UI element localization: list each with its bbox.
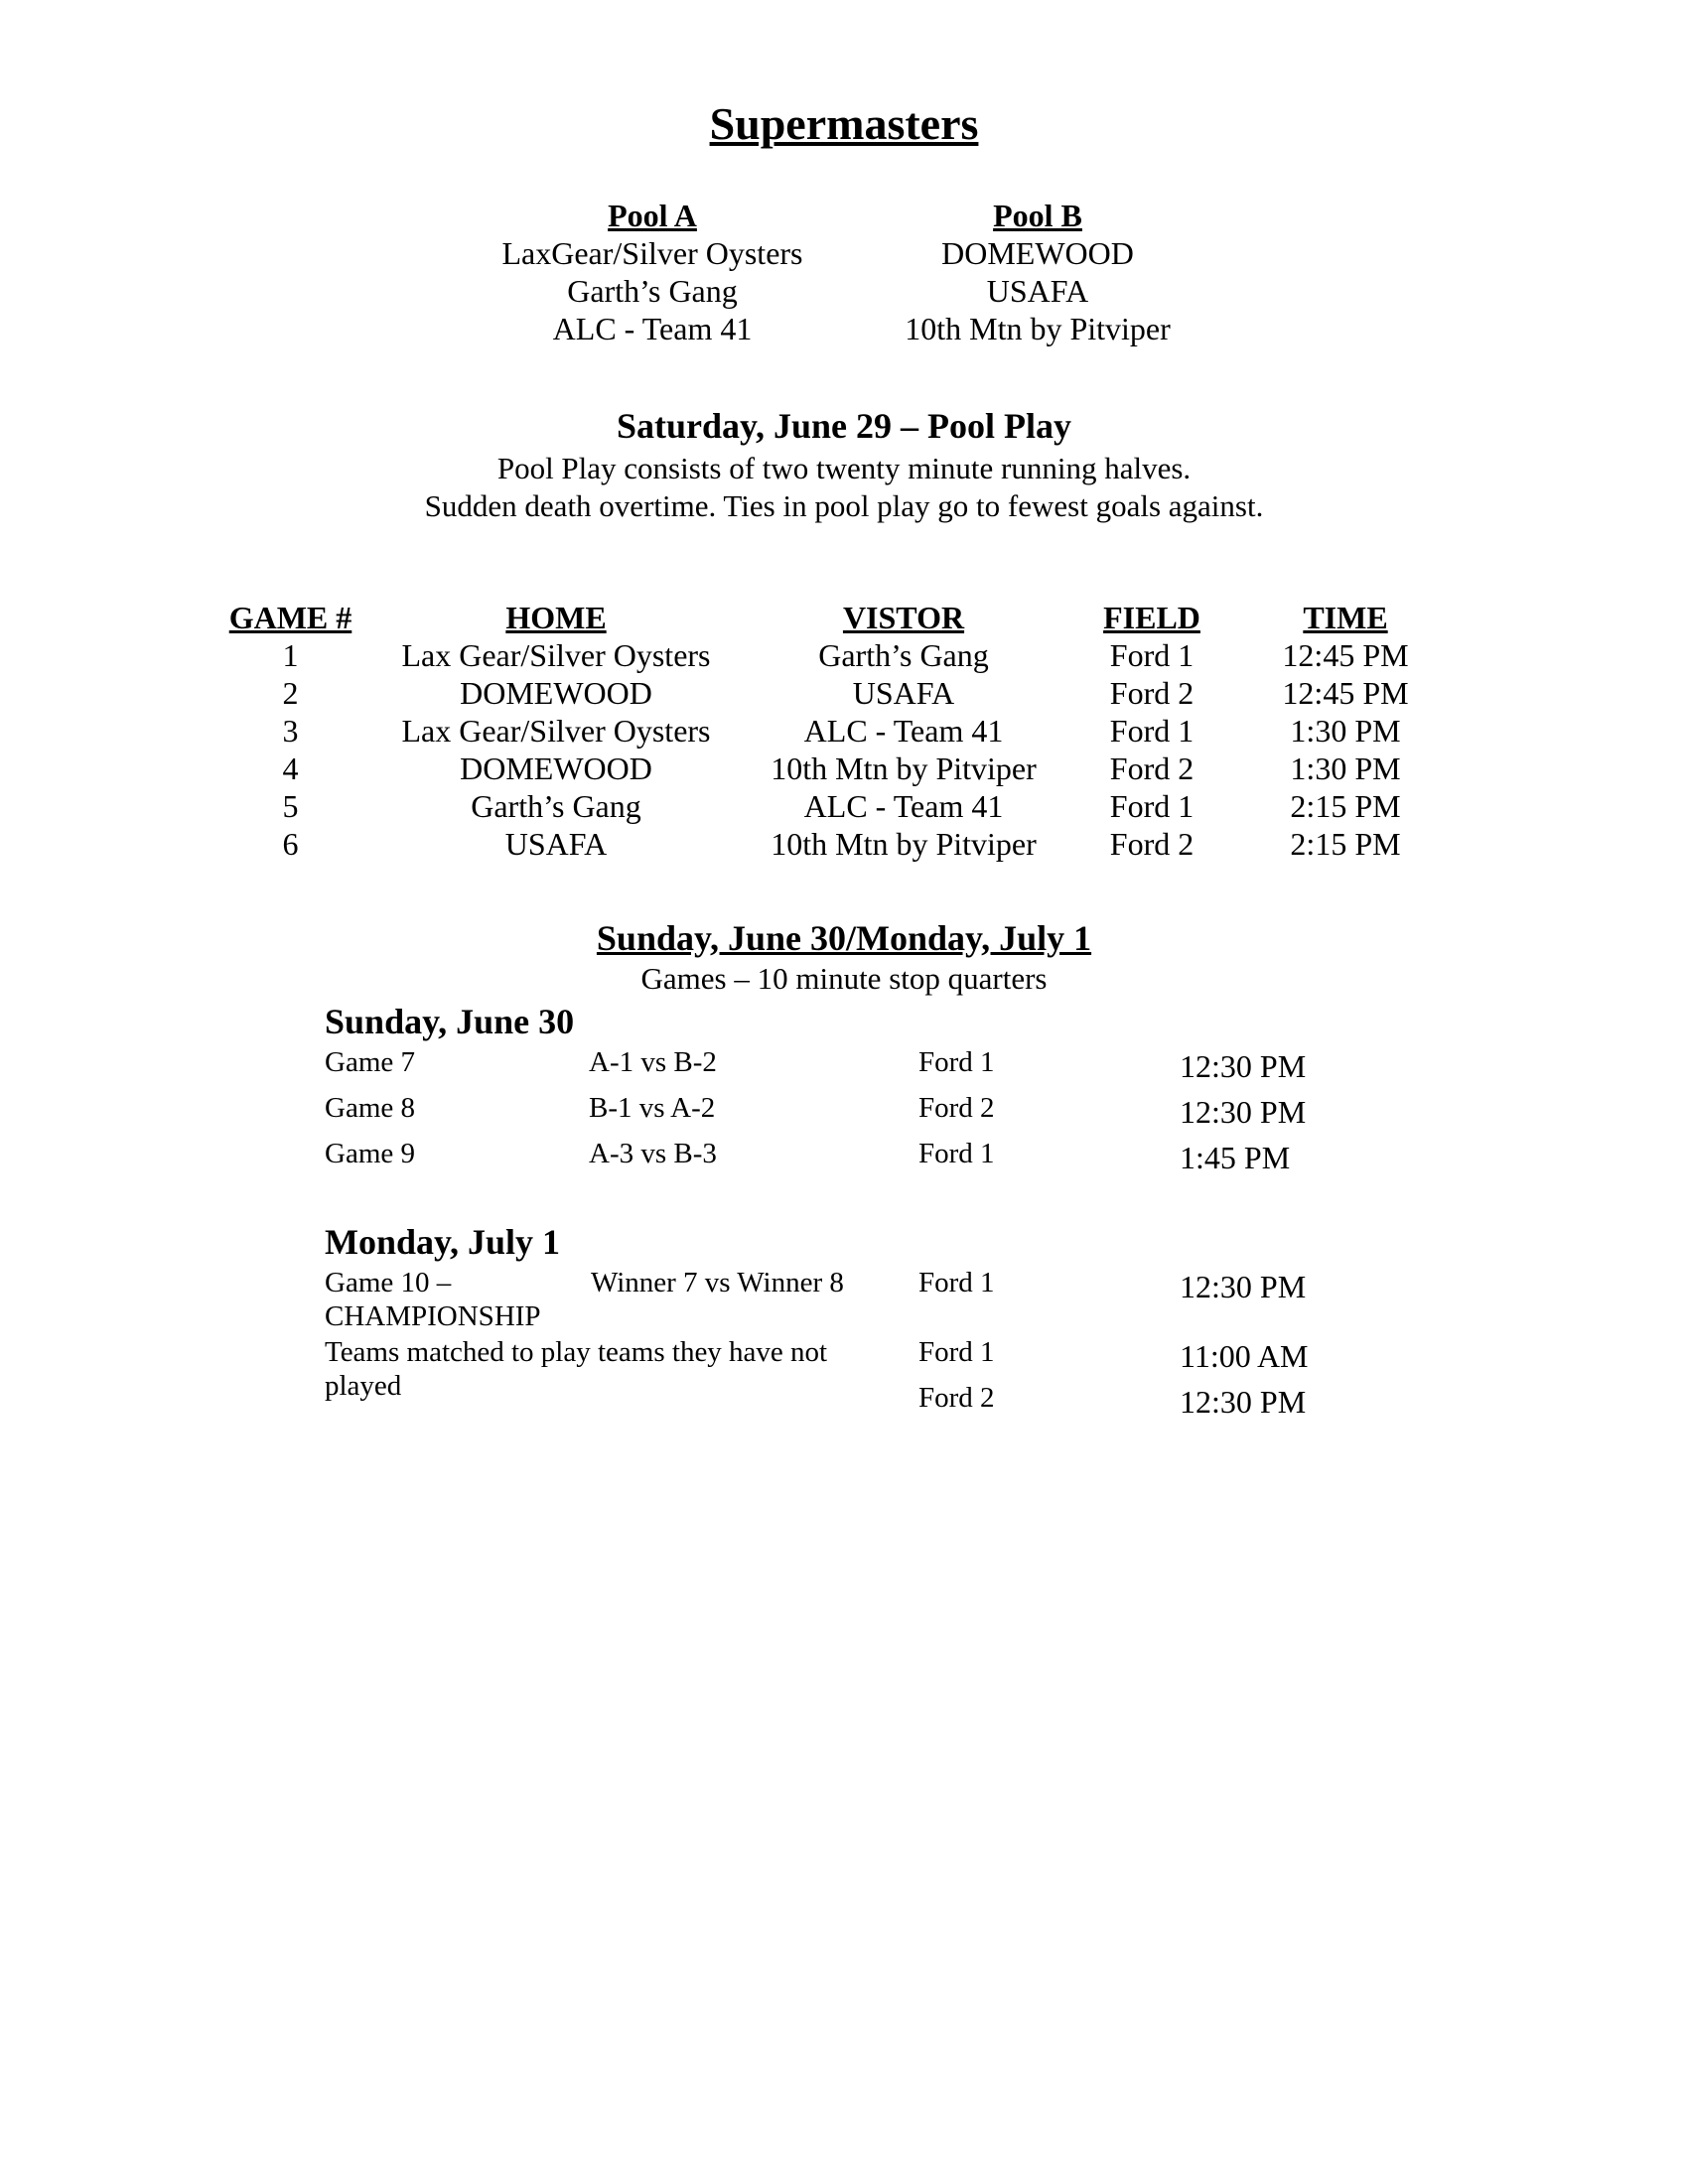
pool-b-heading: Pool B [993, 198, 1082, 233]
home-team: Lax Gear/Silver Oysters [401, 637, 711, 673]
field: Ford 2 [1109, 826, 1195, 862]
pool-b-team: USAFA [986, 273, 1089, 309]
time: 12:45 PM [1282, 675, 1409, 711]
other-games-description: Teams matched to play teams they have not [325, 1336, 828, 1368]
time: 12:30 PM [1180, 1094, 1307, 1130]
field: Ford 1 [918, 1336, 995, 1368]
pool-a-team: Garth’s Gang [567, 273, 738, 309]
sunday-monday-heading: Sunday, June 30/Monday, July 1 [596, 918, 1092, 958]
sunday-monday-note: Games – 10 minute stop quarters [640, 961, 1048, 996]
game-number: 2 [282, 675, 299, 711]
game-number: 5 [282, 788, 299, 824]
pool-a-team: ALC - Team 41 [552, 311, 753, 346]
game-number: 6 [282, 826, 299, 862]
time: 12:45 PM [1282, 637, 1409, 673]
matchup: A-1 vs B-2 [589, 1046, 717, 1078]
time: 1:30 PM [1290, 751, 1401, 786]
game-label: Game 9 [325, 1138, 415, 1169]
visitor-team: 10th Mtn by Pitviper [771, 826, 1037, 862]
pool-a-heading: Pool A [608, 198, 697, 233]
game-label: Game 10 – [325, 1267, 452, 1298]
time: 12:30 PM [1180, 1048, 1307, 1084]
table-header-row [0, 600, 1688, 637]
header-home: HOME [505, 600, 607, 635]
time: 11:00 AM [1180, 1338, 1309, 1374]
home-team: Lax Gear/Silver Oysters [401, 713, 711, 749]
visitor-team: 10th Mtn by Pitviper [771, 751, 1037, 786]
championship-label: CHAMPIONSHIP [325, 1300, 541, 1332]
header-visitor: VISTOR [842, 600, 965, 635]
sunday-heading: Sunday, June 30 [325, 1002, 575, 1041]
time: 12:30 PM [1180, 1269, 1307, 1304]
pool-a [444, 197, 861, 347]
field: Ford 1 [1109, 713, 1195, 749]
other-games-description: played [325, 1370, 402, 1402]
matchup: A-3 vs B-3 [589, 1138, 717, 1169]
visitor-team: ALC - Team 41 [803, 713, 1004, 749]
home-team: USAFA [504, 826, 608, 862]
visitor-team: ALC - Team 41 [803, 788, 1004, 824]
table-row [0, 713, 1688, 751]
field: Ford 1 [1109, 788, 1195, 824]
header-field: FIELD [1103, 600, 1200, 635]
field: Ford 2 [918, 1092, 995, 1124]
table-row [0, 675, 1688, 713]
time: 2:15 PM [1290, 826, 1401, 862]
page-title: Supermasters [709, 98, 979, 149]
time: 1:45 PM [1180, 1140, 1291, 1175]
matchup: B-1 vs A-2 [589, 1092, 716, 1124]
game-label: Game 8 [325, 1092, 415, 1124]
saturday-heading: Saturday, June 29 – Pool Play [616, 406, 1072, 446]
pool-b-team: 10th Mtn by Pitviper [905, 311, 1171, 346]
time: 2:15 PM [1290, 788, 1401, 824]
field: Ford 1 [918, 1046, 995, 1078]
header-time: TIME [1303, 600, 1388, 635]
pool-a-team: LaxGear/Silver Oysters [501, 235, 803, 271]
field: Ford 2 [918, 1382, 995, 1414]
monday-heading: Monday, July 1 [325, 1222, 561, 1262]
table-row [0, 788, 1688, 826]
game-number: 4 [282, 751, 299, 786]
visitor-team: Garth’s Gang [818, 637, 989, 673]
field: Ford 1 [1109, 637, 1195, 673]
pool-b [829, 197, 1246, 347]
matchup: Winner 7 vs Winner 8 [591, 1267, 844, 1298]
game-number: 3 [282, 713, 299, 749]
time: 12:30 PM [1180, 1384, 1307, 1420]
field: Ford 2 [1109, 751, 1195, 786]
home-team: Garth’s Gang [471, 788, 641, 824]
table-row [0, 751, 1688, 788]
home-team: DOMEWOOD [460, 675, 652, 711]
field: Ford 1 [918, 1267, 995, 1298]
table-row [0, 826, 1688, 864]
visitor-team: USAFA [852, 675, 955, 711]
saturday-note: Sudden death overtime. Ties in pool play go to fewest goals against. [424, 488, 1264, 523]
header-game: GAME # [228, 600, 352, 635]
pool-b-team: DOMEWOOD [941, 235, 1134, 271]
game-label: Game 7 [325, 1046, 415, 1078]
table-row [0, 637, 1688, 675]
home-team: DOMEWOOD [460, 751, 652, 786]
time: 1:30 PM [1290, 713, 1401, 749]
saturday-note: Pool Play consists of two twenty minute running halves. [496, 451, 1192, 485]
field: Ford 1 [918, 1138, 995, 1169]
field: Ford 2 [1109, 675, 1195, 711]
game-number: 1 [282, 637, 299, 673]
